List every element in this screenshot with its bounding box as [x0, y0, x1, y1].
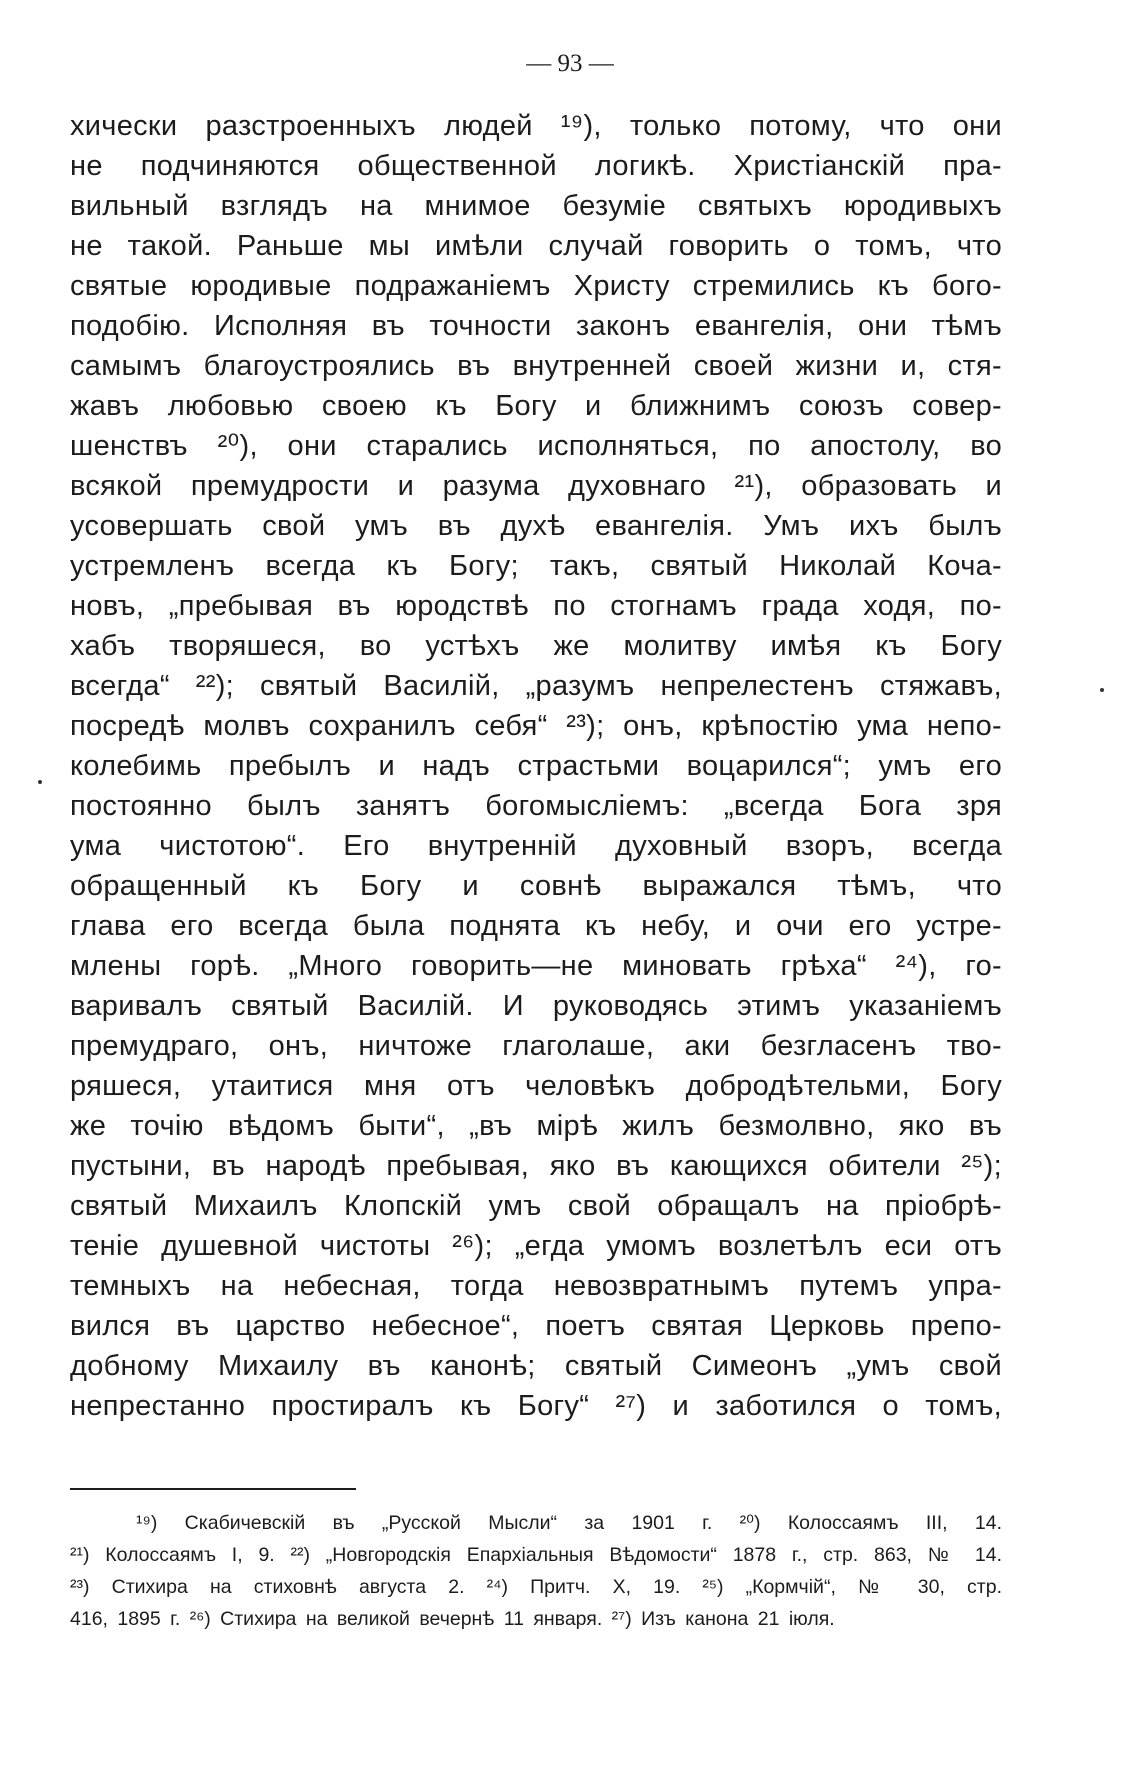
text-line: ума чистотою“. Его внутренній духовный взоръ, всегда	[70, 830, 1002, 862]
text-line: святые юродивые подражаніемъ Христу стремились къ бого-	[70, 270, 1002, 302]
footnote-line: 416, 1895 г. ²⁶) Стихира на великой вечернѣ 11 января. ²⁷) Изъ канона 21 іюля.	[70, 1608, 835, 1630]
text-line: варивалъ святый Василій. И руководясь этимъ указаніемъ	[70, 990, 1002, 1022]
text-line: хически разстроенныхъ людей ¹⁹), только потому, что они	[70, 110, 1002, 142]
text-line: глава его всегда была поднята къ небу, и очи его устре-	[70, 910, 1002, 942]
footnote-line: ²³) Стихира на стиховнѣ августа 2. ²⁴) Притч. X, 19. ²⁵) „Кормчій“, № 30, стр.	[70, 1576, 1002, 1598]
text-line: святый Михаилъ Клопскій умъ свой обращалъ на пріобрѣ-	[70, 1190, 1002, 1222]
text-line: пустыни, въ народѣ пребывая, яко въ кающихся обители ²⁵);	[70, 1150, 1002, 1182]
text-line: теніе душевной чистоты ²⁶); „егда умомъ возлетѣлъ еси отъ	[70, 1230, 1002, 1262]
text-line: подобію. Исполняя въ точности законъ евангелія, они тѣмъ	[70, 310, 1002, 342]
text-line: непрестанно простиралъ къ Богу“ ²⁷) и заботился о томъ,	[70, 1390, 1002, 1422]
text-line: млены горѣ. „Много говорить—не миновать грѣха“ ²⁴), го-	[70, 950, 1002, 982]
text-line: самымъ благоустроялись въ внутренней своей жизни и, стя-	[70, 350, 1002, 382]
text-line: всегда“ ²²); святый Василій, „разумъ непрелестенъ стяжавъ,	[70, 670, 1002, 702]
footnotes	[70, 1507, 1002, 1635]
text-line: не такой. Раньше мы имѣли случай говорить о томъ, что	[70, 230, 1002, 262]
text-line: посредѣ молвъ сохранилъ себя“ ²³); онъ, крѣпостію ума непо-	[70, 710, 1002, 742]
text-line: постоянно былъ занятъ богомысліемъ: „всегда Бога зря	[70, 790, 1002, 822]
text-line: шенствъ ²⁰), они старались исполняться, по апостолу, во	[70, 430, 1002, 462]
body-text	[70, 106, 1002, 1426]
text-line: усовершать свой умъ въ духѣ евангелія. Умъ ихъ былъ	[70, 510, 1002, 542]
text-line: ряшеся, утаитися мня отъ человѣкъ добродѣтельми, Богу	[70, 1070, 1002, 1102]
text-line: темныхъ на небесная, тогда невозвратнымъ путемъ упра-	[70, 1270, 1002, 1302]
text-line: колебимь пребылъ и надъ страстьми воцарился“; умъ его	[70, 750, 1002, 782]
text-line: жавъ любовью своею къ Богу и ближнимъ союзъ совер-	[70, 390, 1002, 422]
text-line: вильный взглядъ на мнимое безуміе святыхъ юродивыхъ	[70, 190, 1002, 222]
text-line: новъ, „пребывая въ юродствѣ по стогнамъ града ходя, по-	[70, 590, 1002, 622]
text-line: вился въ царство небесное“, поетъ святая Церковь препо-	[70, 1310, 1002, 1342]
scan-speck	[38, 780, 42, 784]
footnote-line: ¹⁹) Скабичевскій въ „Русской Мысли“ за 1901 г. ²⁰) Колоссаямъ III, 14.	[136, 1512, 1002, 1534]
footnote-divider	[70, 1488, 356, 1490]
scan-speck	[1100, 688, 1104, 692]
text-line: не подчиняются общественной логикѣ. Христіанскій пра-	[70, 150, 1002, 182]
text-line: же точію вѣдомъ быти“, „въ мірѣ жилъ безмолвно, яко въ	[70, 1110, 1002, 1142]
page-number: — 93 —	[526, 50, 614, 77]
text-line: премудраго, онъ, ничтоже глаголаше, аки безгласенъ тво-	[70, 1030, 1002, 1062]
text-line: всякой премудрости и разума духовнаго ²¹), образовать и	[70, 470, 1002, 502]
text-line: добному Михаилу въ канонѣ; святый Симеонъ „умъ свой	[70, 1350, 1002, 1382]
text-line: хабъ творяшеся, во устѣхъ же молитву имѣя къ Богу	[70, 630, 1002, 662]
text-line: устремленъ всегда къ Богу; такъ, святый Николай Коча-	[70, 550, 1002, 582]
text-line: обращенный къ Богу и совнѣ выражался тѣмъ, что	[70, 870, 1002, 902]
footnote-line: ²¹) Колоссаямъ I, 9. ²²) „Новгородскія Епархіальныя Вѣдомости“ 1878 г., стр. 863, № 14.	[70, 1544, 1002, 1566]
